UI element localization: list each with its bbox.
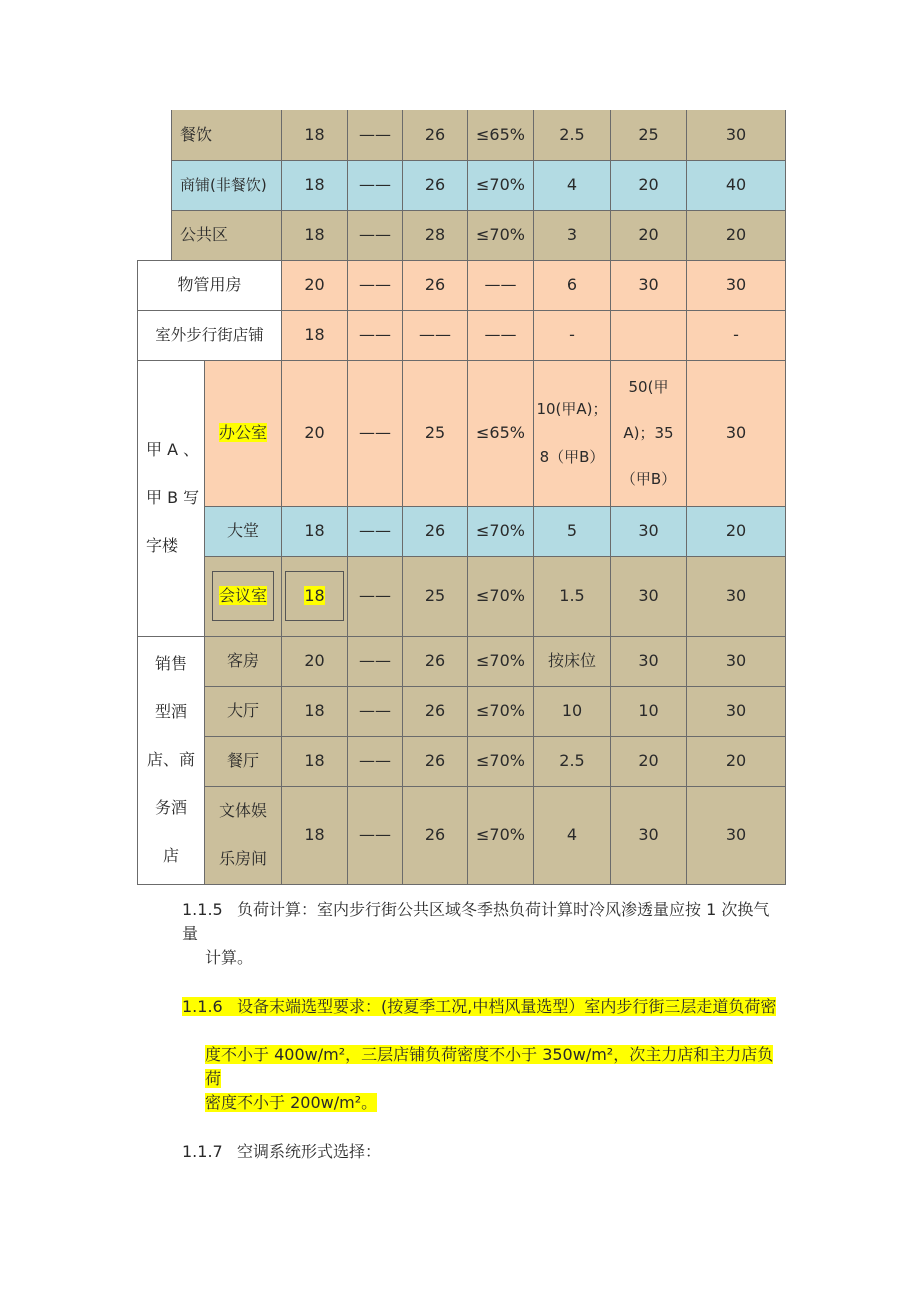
- group-label-line: 甲 A 、: [146, 440, 200, 459]
- cell: [611, 360, 687, 506]
- cell: 25: [403, 360, 468, 506]
- cell: 30: [687, 636, 786, 686]
- group-label-line: 型酒: [154, 702, 187, 721]
- cell: 30: [687, 686, 786, 736]
- cell: 20: [282, 360, 348, 506]
- cell: ≤70%: [468, 786, 534, 884]
- cell: ——: [348, 506, 403, 556]
- cell: 18: [282, 310, 348, 360]
- blank-cell: [138, 110, 172, 260]
- cell: 28: [403, 210, 468, 260]
- cell: ≤70%: [468, 556, 534, 636]
- cell: 26: [403, 686, 468, 736]
- cell: 26: [403, 506, 468, 556]
- table-row: [138, 506, 786, 556]
- cell: 18: [282, 786, 348, 884]
- cell: ——: [348, 110, 403, 160]
- cell: 20: [611, 210, 687, 260]
- cell: ——: [468, 260, 534, 310]
- row-label: 餐厅: [205, 736, 282, 786]
- cell: ≤70%: [468, 210, 534, 260]
- cell: 10: [534, 686, 611, 736]
- cell-line: （甲B）: [620, 470, 677, 488]
- group-label-line: 字楼: [146, 536, 179, 555]
- row-label: 公共区: [172, 210, 282, 260]
- cell: ——: [348, 360, 403, 506]
- cell: 20: [687, 506, 786, 556]
- cell: ——: [348, 310, 403, 360]
- paragraph-1-1-6-line2: [205, 1043, 782, 1091]
- cell: ——: [403, 310, 468, 360]
- highlighted-text: 办公室: [218, 423, 267, 442]
- paragraph-1-1-6: [182, 995, 782, 1019]
- row-label: 大厅: [205, 686, 282, 736]
- highlighted-text: 会议室: [218, 586, 267, 605]
- group-label: [138, 360, 205, 636]
- boxed-cell: [285, 571, 343, 621]
- cell: 18: [282, 210, 348, 260]
- row-label-line: 文体娱: [218, 801, 267, 820]
- cell: 2.5: [534, 110, 611, 160]
- cell: ≤70%: [468, 636, 534, 686]
- cell: 20: [282, 636, 348, 686]
- cell: 18: [282, 110, 348, 160]
- cell: 18: [282, 160, 348, 210]
- cell: 2.5: [534, 736, 611, 786]
- paragraph-1-1-7: [182, 1140, 782, 1164]
- cell: ≤65%: [468, 110, 534, 160]
- cell: 30: [611, 556, 687, 636]
- paragraph-1-1-5: [182, 898, 782, 946]
- table-row: [138, 360, 786, 506]
- row-label-line: 乐房间: [218, 849, 267, 868]
- row-label: [205, 786, 282, 884]
- cell: ——: [348, 210, 403, 260]
- cell: 18: [282, 506, 348, 556]
- cell: 26: [403, 636, 468, 686]
- hvac-design-table: [137, 110, 786, 885]
- cell: 6: [534, 260, 611, 310]
- cell: 25: [611, 110, 687, 160]
- cell: -: [534, 310, 611, 360]
- cell: ——: [348, 736, 403, 786]
- cell: 30: [611, 636, 687, 686]
- paragraph-text: 空调系统形式选择：: [237, 1142, 382, 1161]
- table-row: [138, 786, 786, 884]
- cell: 30: [611, 786, 687, 884]
- cell: 26: [403, 260, 468, 310]
- cell: [282, 556, 348, 636]
- paragraph-text: 度不小于 400w/m²，三层店铺负荷密度不小于 350w/m²，次主力店和主力店负荷: [205, 1045, 774, 1088]
- cell: 20: [687, 736, 786, 786]
- cell: ≤70%: [468, 736, 534, 786]
- highlighted-text: 18: [304, 586, 325, 605]
- cell: 20: [611, 160, 687, 210]
- row-label: 餐饮: [172, 110, 282, 160]
- paragraph-text: 负荷计算：室内步行街公共区域冬季热负荷计算时冷风渗透量应按 1 次换气量: [182, 900, 770, 943]
- row-label: 物管用房: [138, 260, 282, 310]
- cell: 4: [534, 160, 611, 210]
- section-number: 1.1.5: [182, 900, 223, 919]
- group-label-line: 销售: [154, 654, 187, 673]
- paragraph-text: 设备末端选型要求：(按夏季工况,中档风量选型）室内步行街三层走道负荷密: [237, 997, 777, 1016]
- table-row: [138, 736, 786, 786]
- cell: 30: [611, 506, 687, 556]
- cell: 26: [403, 736, 468, 786]
- cell: 30: [687, 110, 786, 160]
- row-label: 客房: [205, 636, 282, 686]
- row-label: [205, 556, 282, 636]
- cell: ≤70%: [468, 506, 534, 556]
- cell: 30: [687, 786, 786, 884]
- section-number: 1.1.6: [182, 997, 223, 1016]
- cell: [534, 360, 611, 506]
- cell: 30: [687, 556, 786, 636]
- cell: 5: [534, 506, 611, 556]
- cell-line: 8（甲B）: [539, 448, 605, 466]
- cell: ≤70%: [468, 160, 534, 210]
- cell-line: 10(甲A)；: [536, 400, 608, 418]
- boxed-cell: [212, 571, 274, 621]
- cell: 10: [611, 686, 687, 736]
- cell: 4: [534, 786, 611, 884]
- table-row: [138, 310, 786, 360]
- group-label-line: 务酒: [154, 798, 187, 817]
- paragraph-text: 密度不小于 200w/m²。: [205, 1093, 378, 1112]
- paragraph-text: 计算。: [205, 948, 254, 967]
- cell: 26: [403, 160, 468, 210]
- cell: 18: [282, 686, 348, 736]
- cell: 20: [282, 260, 348, 310]
- table-row: [138, 110, 786, 160]
- section-number: 1.1.7: [182, 1142, 223, 1161]
- cell: 1.5: [534, 556, 611, 636]
- row-label: 大堂: [205, 506, 282, 556]
- cell-line: A)；35: [623, 424, 674, 442]
- cell-line: 50(甲: [628, 378, 669, 396]
- cell: 30: [611, 260, 687, 310]
- table-row: [138, 160, 786, 210]
- table-row: [138, 686, 786, 736]
- cell: 25: [403, 556, 468, 636]
- cell: 3: [534, 210, 611, 260]
- row-label: 商铺(非餐饮): [172, 160, 282, 210]
- group-label-line: 店、商: [146, 750, 195, 769]
- row-label: [205, 360, 282, 506]
- table-row: [138, 210, 786, 260]
- cell: 40: [687, 160, 786, 210]
- group-label: [138, 636, 205, 884]
- cell: ——: [348, 160, 403, 210]
- cell: 26: [403, 786, 468, 884]
- cell: 18: [282, 736, 348, 786]
- cell: ——: [348, 636, 403, 686]
- cell: 30: [687, 260, 786, 310]
- row-label: 室外步行街店铺: [138, 310, 282, 360]
- table-row: [138, 260, 786, 310]
- cell: 20: [611, 736, 687, 786]
- cell: 30: [687, 360, 786, 506]
- cell: 20: [687, 210, 786, 260]
- table-row: [138, 556, 786, 636]
- paragraph-1-1-6-line3: [205, 1091, 805, 1115]
- cell: ≤65%: [468, 360, 534, 506]
- cell: -: [687, 310, 786, 360]
- cell: ≤70%: [468, 686, 534, 736]
- cell: ——: [348, 786, 403, 884]
- cell: ——: [348, 556, 403, 636]
- table-row: [138, 636, 786, 686]
- cell: ——: [348, 686, 403, 736]
- cell: [611, 310, 687, 360]
- paragraph-1-1-5-cont: [205, 946, 805, 970]
- cell: ——: [468, 310, 534, 360]
- cell: 26: [403, 110, 468, 160]
- group-label-line: 店: [162, 846, 179, 865]
- group-label-line: 甲 B 写: [146, 488, 200, 507]
- cell: 按床位: [534, 636, 611, 686]
- cell: ——: [348, 260, 403, 310]
